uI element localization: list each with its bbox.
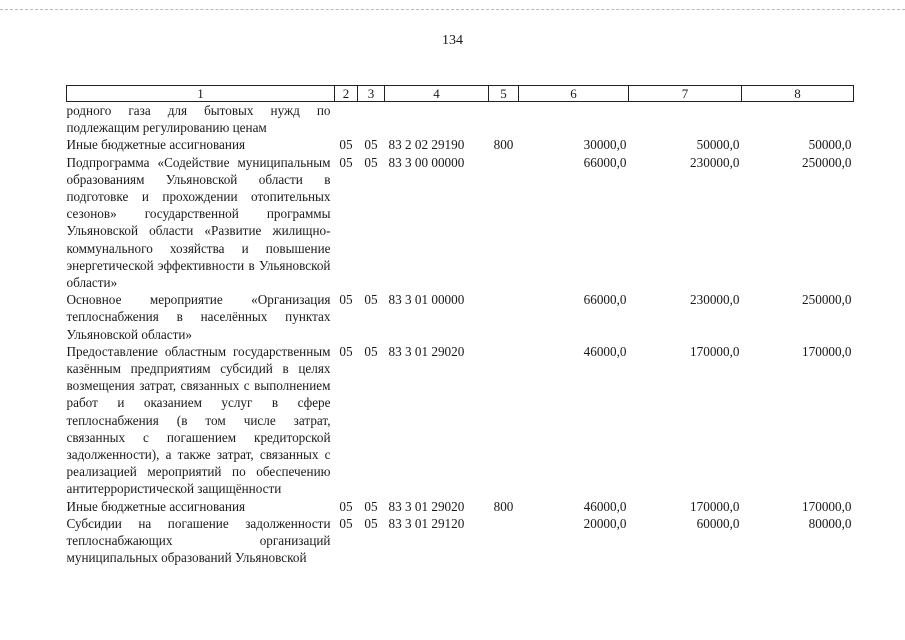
row-name: Предоставление областным государственным казённым предприятиям субсидий в целях возмещения затрат, связанных с выполнением работ и оказанием услуг в сфере теплоснабжения (в том числе затрат, связанных с погашением кредиторской задолженности), а также затрат, связанных с реализацией мероприятий по обеспечению антитеррористической защищённости	[66, 343, 331, 497]
table-row	[67, 343, 854, 498]
expense-type-code: 800	[493, 137, 514, 153]
target-article-code: 83 3 00 00000	[388, 154, 465, 170]
row-name: родного газа для бытовых нужд по подлежащим регулированию ценам	[66, 103, 331, 136]
amount-col-8: 170000,0	[802, 498, 852, 514]
subsection-code: 05	[364, 292, 378, 308]
column-header-5: 5	[489, 86, 519, 102]
amount-col-6: 66000,0	[583, 292, 627, 308]
expense-type-code	[489, 515, 519, 567]
amount-col-7: 170000,0	[690, 498, 740, 514]
row-name: Основное мероприятие «Организация теплоснабжения в населённых пунктах Ульяновской области»	[66, 292, 331, 342]
amount-col-6: 66000,0	[583, 154, 627, 170]
amount-col-6: 46000,0	[583, 343, 627, 359]
expense-type-code	[489, 343, 519, 498]
row-name: Субсидии на погашение задолженности теплоснабжающих организаций муниципальных образований Ульяновской	[66, 515, 331, 566]
amount-col-8: 80000,0	[808, 515, 852, 531]
amount-col-7: 230000,0	[690, 154, 740, 170]
target-article-code: 83 2 02 29190	[388, 137, 465, 153]
amount-col-6: 46000,0	[583, 498, 627, 514]
table-row-continuation	[67, 102, 854, 137]
amount-col-8: 250000,0	[802, 292, 852, 308]
table-row	[67, 136, 854, 153]
column-header-4: 4	[385, 86, 489, 102]
row-name: Иные бюджетные ассигнования	[66, 498, 246, 514]
subsection-code: 05	[364, 515, 378, 531]
header-row	[67, 86, 854, 102]
target-article-code: 83 3 01 29020	[388, 498, 465, 514]
section-code: 05	[339, 515, 353, 531]
column-header-1: 1	[67, 86, 335, 102]
column-header-6: 6	[519, 86, 629, 102]
subsection-code: 05	[364, 154, 378, 170]
table-row	[67, 515, 854, 567]
target-article-code: 83 3 01 29120	[388, 515, 465, 531]
target-article-code: 83 3 01 00000	[388, 292, 465, 308]
expense-type-code	[489, 291, 519, 343]
section-code: 05	[339, 498, 353, 514]
amount-col-7: 60000,0	[696, 515, 740, 531]
amount-col-6: 20000,0	[583, 515, 627, 531]
expense-type-code	[489, 154, 519, 292]
amount-col-8: 250000,0	[802, 154, 852, 170]
row-name: Подпрограмма «Содействие муниципальным образованиям Ульяновской области в подготовке и прохождении отопительных сезонов» государственной программы Ульяновской области «Развитие жилищно-коммунального хозяйства и повышение энергетической эффективности в Ульяновской области»	[66, 154, 331, 291]
expense-type-code: 800	[493, 498, 514, 514]
subsection-code: 05	[364, 343, 378, 359]
amount-col-7: 230000,0	[690, 292, 740, 308]
section-code: 05	[339, 292, 353, 308]
amount-col-8: 50000,0	[808, 137, 852, 153]
table-row	[67, 154, 854, 292]
column-header-2: 2	[335, 86, 358, 102]
column-header-8: 8	[742, 86, 854, 102]
target-article-code: 83 3 01 29020	[388, 343, 465, 359]
section-code: 05	[339, 137, 353, 153]
page-number: 134	[442, 33, 463, 48]
amount-col-7: 170000,0	[690, 343, 740, 359]
column-header-3: 3	[358, 86, 385, 102]
table-row	[67, 498, 854, 515]
row-name: Иные бюджетные ассигнования	[66, 137, 246, 153]
column-header-7: 7	[629, 86, 742, 102]
section-code: 05	[339, 343, 353, 359]
subsection-code: 05	[364, 498, 378, 514]
subsection-code: 05	[364, 137, 378, 153]
table-row	[67, 291, 854, 343]
budget-table	[66, 85, 854, 566]
amount-col-6: 30000,0	[583, 137, 627, 153]
scan-edge-line	[0, 9, 905, 10]
amount-col-8: 170000,0	[802, 343, 852, 359]
section-code: 05	[339, 154, 353, 170]
amount-col-7: 50000,0	[696, 137, 740, 153]
